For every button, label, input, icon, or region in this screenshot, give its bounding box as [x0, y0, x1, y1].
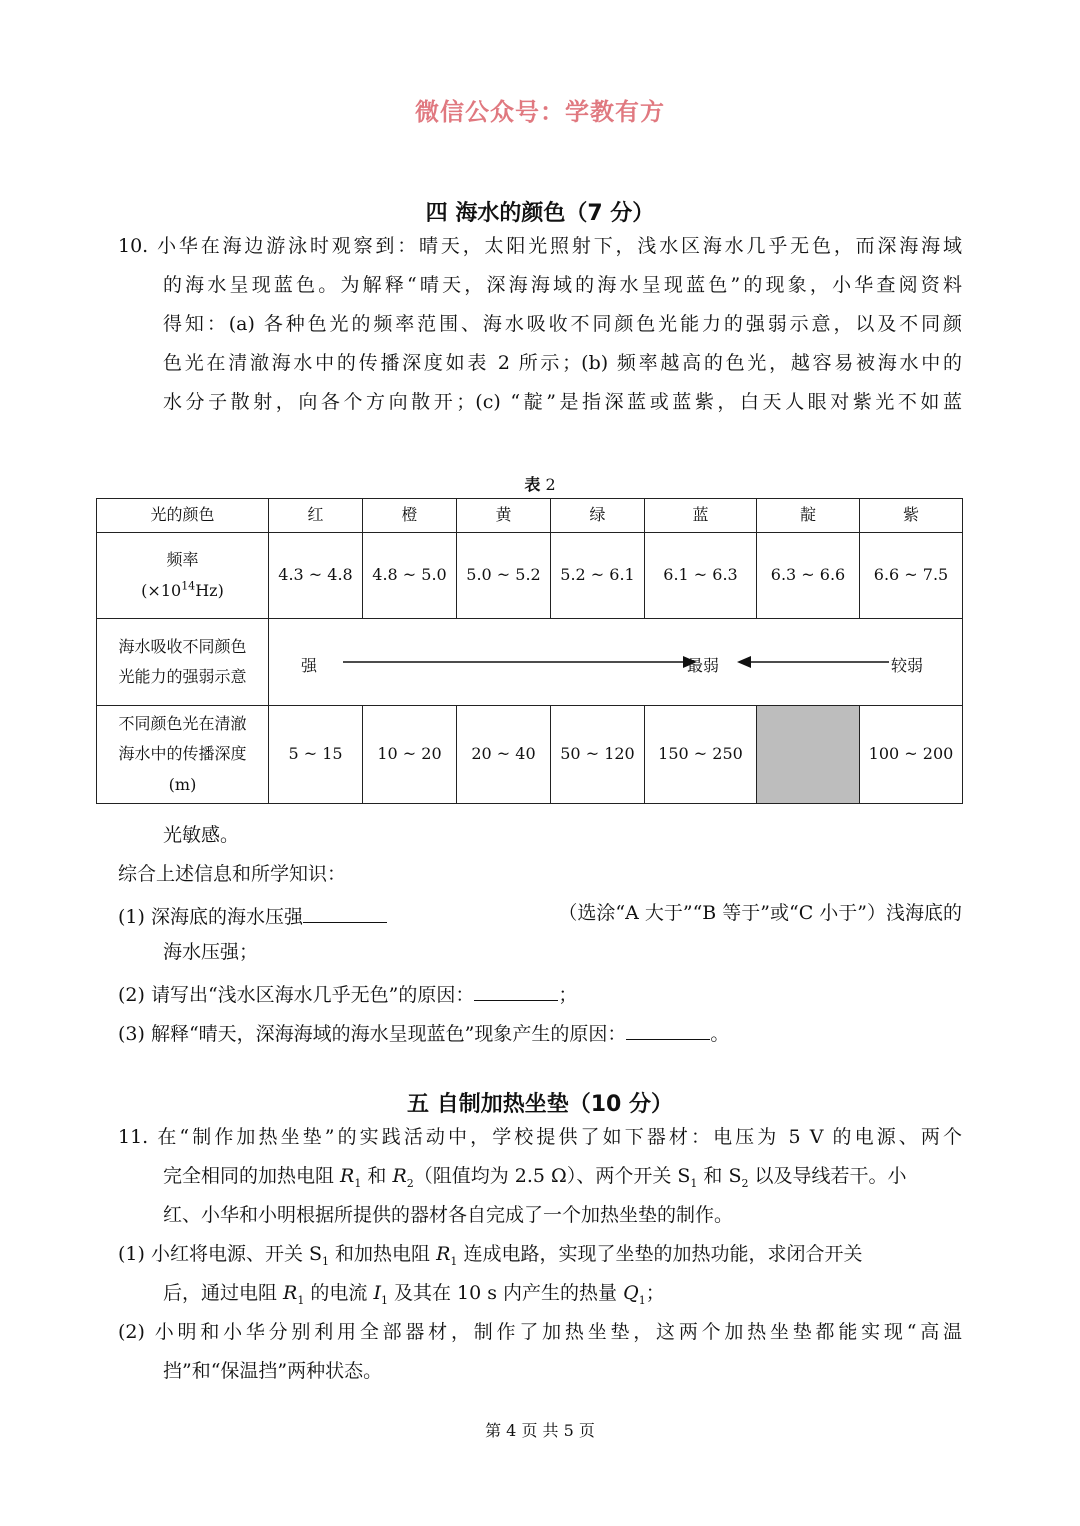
q11-line-2: 完全相同的加热电阻 $R_1$ 和 $R_2$（阻值均为 2.5 Ω）、两个开关 $S_1$ 和 $S_2$ 以及导线若干。小 — [163, 1165, 907, 1190]
absorption-arrows — [269, 619, 961, 705]
page-footer: 第 4 页 共 5 页 — [485, 1421, 595, 1440]
table-row-frequency — [97, 533, 963, 619]
q11-line-3: 红、小华和小明根据所提供的器材各自完成了一个加热坐垫的制作。 — [163, 1204, 734, 1226]
color-indigo: 靛 — [757, 499, 860, 533]
frequency-orange: 4.8 ~ 5.0 — [363, 533, 457, 619]
color-orange: 橙 — [363, 499, 457, 533]
answer-blank-1[interactable] — [303, 904, 387, 923]
q10-line-5: 水分子散射，向各个方向散开；(c) “靛”是指深蓝或蓝紫，白天人眼对紫光不如蓝 — [163, 391, 962, 413]
depth-blue: 150 ~ 250 — [645, 706, 757, 804]
q10-line-4: 色光在清澈海水中的传播深度如表 2 所示；(b) 频率越高的色光，越容易被海水中的 — [163, 352, 962, 374]
section-4-title: 四 海水的颜色（7 分） — [425, 201, 655, 226]
absorb-weaker-label: 较弱 — [891, 656, 924, 675]
sub-question-1-cont: 海水压强； — [163, 941, 259, 963]
depth-yellow: 20 ~ 40 — [457, 706, 551, 804]
frequency-violet: 6.6 ~ 7.5 — [860, 533, 963, 619]
absorption-diagram — [269, 619, 963, 706]
table-2 — [96, 498, 963, 804]
depth-orange: 10 ~ 20 — [363, 706, 457, 804]
absorption-label: 海水吸收不同颜色 光能力的强弱示意 — [97, 619, 269, 706]
sub-question-1: (1) 深海底的海水压强 （选涂“A 大于”“B 等于”或“C 小于”）浅海底的 — [118, 902, 962, 928]
watermark: 微信公众号：学教有方 — [415, 98, 665, 126]
table-caption: 表 2 — [524, 475, 556, 494]
frequency-blue: 6.1 ~ 6.3 — [645, 533, 757, 619]
q11-part-2: (2) 小明和小华分别利用全部器材，制作了加热坐垫，这两个加热坐垫都能实现“高温 — [118, 1321, 962, 1343]
absorb-strong-label: 强 — [301, 656, 318, 675]
answer-blank-2[interactable] — [474, 982, 558, 1001]
table-row-depth — [97, 706, 963, 804]
depth-violet: 100 ~ 200 — [860, 706, 963, 804]
frequency-label: 频率 $(\times 10^{14}Hz)$ — [97, 533, 269, 619]
q11-part-1: (1) 小红将电源、开关 $S_1$ 和加热电阻 $R_1$ 连成电路，实现了坐垫的加热功能，求闭合开关 — [118, 1243, 863, 1268]
answer-blank-3[interactable] — [626, 1021, 710, 1040]
frequency-indigo: 6.3 ~ 6.6 — [757, 533, 860, 619]
color-blue: 蓝 — [645, 499, 757, 533]
absorb-weakest-label: 最弱 — [687, 656, 720, 675]
q11-line-1: 11. 在“制作加热坐垫”的实践活动中，学校提供了如下器材：电压为 5 V 的电源、两个 — [118, 1126, 962, 1148]
q10-line-6: 光敏感。 — [163, 824, 240, 846]
table-row-absorption — [97, 619, 963, 706]
sub-question-3: (3) 解释“晴天，深海海域的海水呈现蓝色”现象产生的原因： 。 — [118, 1023, 730, 1045]
color-yellow: 黄 — [457, 499, 551, 533]
q11-part-2-cont: 挡”和“保温挡”两种状态。 — [163, 1360, 383, 1382]
frequency-yellow: 5.0 ~ 5.2 — [457, 533, 551, 619]
arrow-weaker-to-weakest-head — [737, 656, 751, 668]
sub-question-2: (2) 请写出“浅水区海水几乎无色”的原因： ； — [118, 984, 578, 1006]
summary-line: 综合上述信息和所学知识： — [118, 863, 347, 885]
depth-red: 5 ~ 15 — [269, 706, 363, 804]
q10-line-3: 得知：(a) 各种色光的频率范围、海水吸收不同颜色光能力的强弱示意，以及不同颜 — [163, 313, 962, 335]
header-label: 光的颜色 — [97, 499, 269, 533]
color-violet: 紫 — [860, 499, 963, 533]
frequency-red: 4.3 ~ 4.8 — [269, 533, 363, 619]
depth-green: 50 ~ 120 — [551, 706, 645, 804]
frequency-green: 5.2 ~ 6.1 — [551, 533, 645, 619]
q10-line-1: 10. 小华在海边游泳时观察到：晴天，太阳光照射下，浅水区海水几乎无色，而深海海域 — [118, 235, 962, 257]
depth-label: 不同颜色光在清澈 海水中的传播深度 (m) — [97, 706, 269, 804]
section-5-title: 五 自制加热坐垫（10 分） — [407, 1092, 673, 1117]
depth-indigo-shaded — [757, 706, 860, 804]
color-green: 绿 — [551, 499, 645, 533]
q11-part-1-cont: 后，通过电阻 $R_1$ 的电流 $I_1$ 及其在 10 s 内产生的热量 $Q_1$； — [163, 1282, 665, 1307]
q10-line-2: 的海水呈现蓝色。为解释“晴天，深海海域的海水呈现蓝色”的现象，小华查阅资料 — [163, 274, 962, 296]
color-red: 红 — [269, 499, 363, 533]
table-row-colors — [97, 499, 963, 533]
